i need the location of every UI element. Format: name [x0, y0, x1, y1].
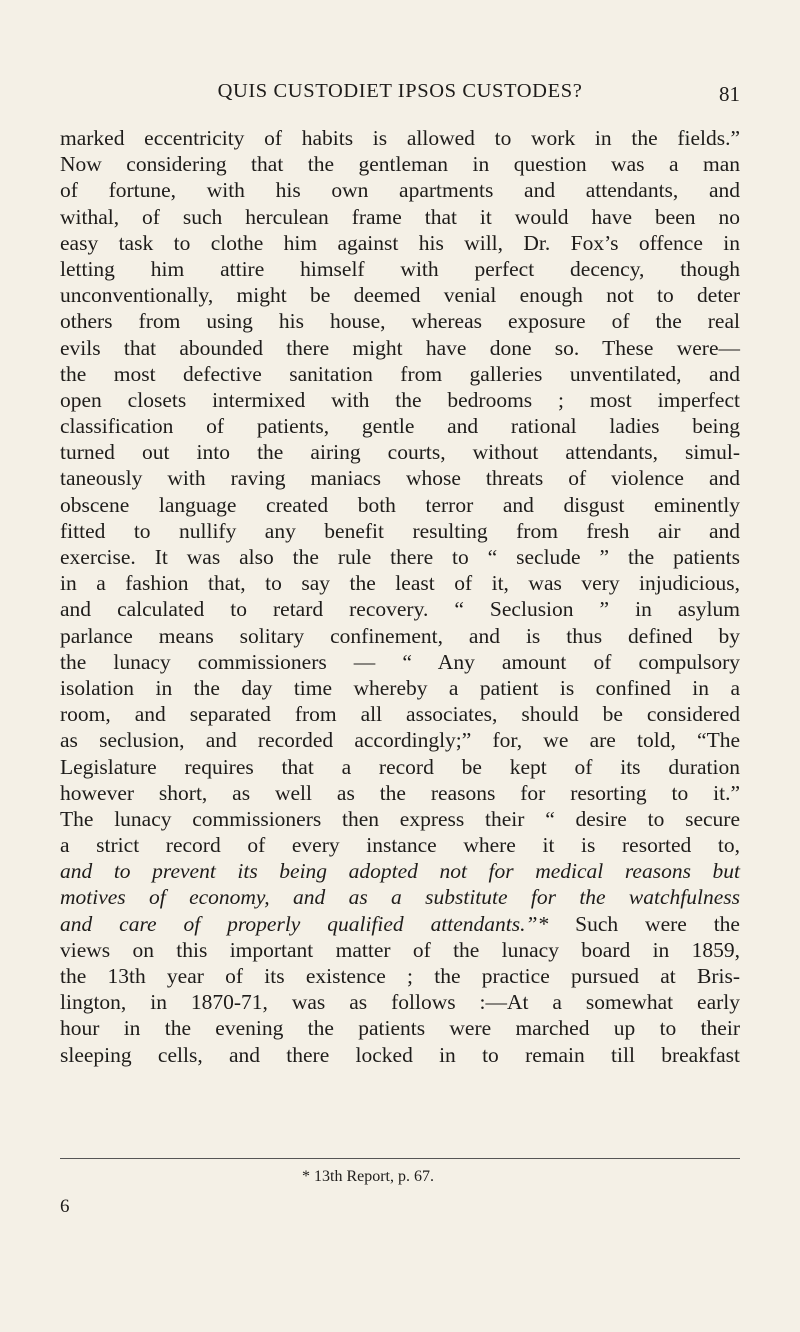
text-line: letting him attire himself with perfect decency, though — [60, 256, 740, 281]
text-line-italic — [60, 858, 740, 884]
text-line: the most defective sanitation from galleries unventilated, and — [60, 361, 740, 386]
running-title: QUIS CUSTODIET IPSOS CUSTODES? — [217, 80, 583, 102]
text-line: easy task to clothe him against his will, Dr. Fox’s offence in — [60, 230, 740, 255]
text-line: room, and separated from all associates, should be considered — [60, 702, 740, 727]
text-line: the 13th year of its existence ; the practice pursued at Bris- — [60, 964, 740, 988]
text-line: evils that abounded there might have done so. These were— — [60, 335, 740, 360]
text-line: exercise. It was also the rule there to “ seclude ” the patients — [60, 545, 740, 569]
text-line: views on this important matter of the lunacy board in 1859, — [60, 937, 740, 962]
italic-text: and care of properly qualified attendants.”* — [60, 911, 549, 936]
text-line: classification of patients, gentle and rational ladies being — [60, 414, 740, 439]
signature-mark: 6 — [60, 1196, 70, 1217]
text-line: isolation in the day time whereby a patient is confined in a — [60, 675, 740, 700]
text-line: withal, of such herculean frame that it would have been no — [60, 204, 740, 229]
text-line: Now considering that the gentleman in question was a man — [60, 152, 740, 177]
text-line: open closets intermixed with the bedrooms ; most imperfect — [60, 387, 740, 412]
text-line: in a fashion that, to say the least of it, was very injudicious, — [60, 571, 740, 596]
text-line: others from using his house, whereas exposure of the real — [60, 309, 740, 334]
text-line: marked eccentricity of habits is allowed to work in the fields.” — [60, 126, 740, 150]
running-head — [60, 80, 740, 110]
text-line: of fortune, with his own apartments and attendants, and — [60, 178, 740, 203]
text-line: parlance means solitary confinement, and is thus defined by — [60, 623, 740, 648]
text-line: turned out into the airing courts, without attendants, simul- — [60, 440, 740, 465]
italic-text: and to prevent its being adopted not for medical reasons but — [60, 859, 740, 884]
text-line: The lunacy commissioners then express their “ desire to secure — [60, 806, 740, 831]
roman-text: Such were the — [548, 911, 740, 936]
text-line-mixed — [60, 911, 740, 937]
text-line: a strict record of every instance where it is resorted to, — [60, 833, 740, 858]
text-line: fitted to nullify any benefit resulting from fresh air and — [60, 518, 740, 543]
page-number: 81 — [719, 82, 740, 106]
text-line: and calculated to retard recovery. “ Seclusion ” in asylum — [60, 597, 740, 622]
text-line: obscene language created both terror and disgust eminently — [60, 492, 740, 517]
text-line: unconventionally, might be deemed venial enough not to deter — [60, 283, 740, 308]
text-line: taneously with raving maniacs whose threats of violence and — [60, 466, 740, 491]
text-line: the lunacy commissioners — “ Any amount of compulsory — [60, 649, 740, 674]
text-line: as seclusion, and recorded accordingly;” for, we are told, “The — [60, 728, 740, 753]
text-line: lington, in 1870-71, was as follows :—At a somewhat early — [60, 990, 740, 1015]
text-line: hour in the evening the patients were marched up to their — [60, 1016, 740, 1041]
text-line-italic — [60, 884, 740, 910]
text-line: Legislature requires that a record be kept of its duration — [60, 754, 740, 779]
italic-text: motives of economy, and as a substitute for the watchfulness — [60, 885, 740, 910]
footnote: * 13th Report, p. 67. — [302, 1168, 434, 1185]
footnote-divider — [60, 1158, 740, 1159]
body-text — [60, 125, 740, 1068]
text-line: however short, as well as the reasons for resorting to it.” — [60, 780, 740, 805]
text-line: sleeping cells, and there locked in to remain till breakfast — [60, 1042, 740, 1067]
